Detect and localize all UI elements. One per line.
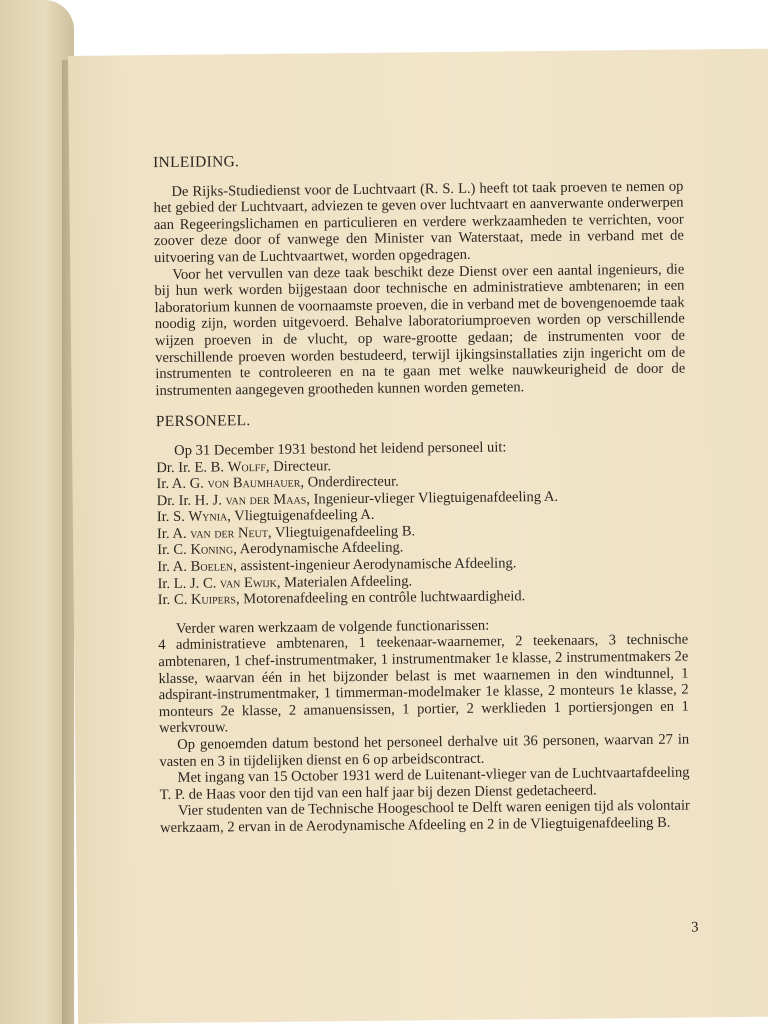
staff-entry: Dr. Ir. H. J. van der Maas, Ingenieur-vlieger Vliegtuigenafdeeling A. — [156, 488, 559, 509]
functionaries-list: 4 administratieve ambtenaren, 1 teekenaar-waarnemer, 2 teekenaars, 3 technische ambtenaren, 1 chef-instrumentmaker, 1 instrumentmaker 1e klasse, 2 instrumentmakers 2e klasse, waarvan één in het bijzonder belast is met waarnemen in den windtunnel, 1 adspirant-instrumentmaker, 1 timmerman-modelmaker 1e klasse, 2 monteurs 1e klasse, 2 monteurs 2e klasse, 2 amanuensissen, 1 portier, 2 werklieden 1 portiersjongen en 1 werkvrouw. — [158, 631, 689, 737]
staff-list — [156, 454, 688, 609]
staff-entry: Ir. C. Kuipers, Motorenafdeeling en contrôle luchtwaardigheid. — [157, 588, 526, 609]
staff-name: van Ewijk — [219, 574, 277, 592]
staff-name: van der Maas — [225, 491, 307, 509]
personnel-paragraph-1: Op genoemden datum bestond het personeel derhalve uit 36 personen, waarvan 27 in vasten en 3 in tijdelijken dienst en 6 op arbeidscontract. — [159, 731, 690, 770]
intro-paragraph-2: Voor het vervullen van deze taak beschikt deze Dienst over een aantal ingenieurs, die bij hun werk worden bijgestaan door technische en administratieve ambtenaren; in een laboratorium kunnen de voornaamste proeven, die in verband met de bovengenoemde taak noodig zijn, worden uitgevoerd. Behalve laboratoriumproeven worden op verschillende wijzen proeven in de vlucht, op ware-grootte gedaan; de instrumenten voor de verschillende proeven worden bestudeerd, terwijl ijkingsinstallaties zijn ingericht om de instrumenten te controleeren en na te gaan met welke nauwkeurigheid de door de instrumenten aangegeven grootheden kunnen worden gemeten. — [154, 261, 686, 399]
intro-heading: INLEIDING. — [153, 153, 240, 172]
staff-name: Wolff — [227, 458, 266, 475]
staff-name: Boelen — [190, 558, 234, 575]
intro-paragraph-1: De Rijks-Studiedienst voor de Luchtvaart (R. S. L.) heeft tot taak proeven te nemen op het gebied der Luchtvaart, adviezen te geven over luchtvaart en aanverwante onderwerpen aan Regeeringslichamen en particulieren en verdere werkzaamheden te verrichten, voor zoover deze door of vanwege den Minister van Waterstaat, mede in verband met de uitvoering van de Luchtvaartwet, worden opgedragen. — [153, 178, 685, 267]
staff-entry: Ir. A. G. von Baumhauer, Onderdirecteur. — [156, 473, 399, 493]
staff-name: Wynia — [188, 508, 228, 526]
book-page — [68, 49, 768, 1024]
staff-entry: Ir. L. J. C. van Ewijk, Materialen Afdeeling. — [157, 573, 413, 592]
personnel-heading: PERSONEEL. — [155, 412, 251, 431]
staff-name: Kuipers — [190, 591, 237, 608]
staff-entry: Ir. S. Wynia, Vliegtuigenafdeeling A. — [156, 507, 375, 526]
page-number: 3 — [691, 919, 699, 936]
functionaries-intro: Verder waren werkzaam de volgende functionarissen: — [175, 617, 490, 637]
personnel-paragraph-2: Met ingang van 15 October 1931 werd de Luitenant-vlieger van de Luchtvaartafdeeling T. P. de Haas voor den tijd van een half jaar bij dezen Dienst gedetacheerd. — [159, 764, 690, 803]
personnel-paragraph-3: Vier studenten van de Technische Hoogeschool te Delft waren eenigen tijd als volontair werkzaam, 2 ervan in de Aerodynamische Afdeeling en 2 in de Vliegtuigenafdeeling B. — [160, 797, 690, 837]
page-content — [153, 150, 690, 837]
staff-entry: Ir. A. van der Neut, Vliegtuigenafdeeling B. — [156, 523, 416, 542]
staff-entry: Ir. A. Boelen, assistent-ingenieur Aerodynamische Afdeeling. — [157, 555, 517, 576]
staff-name: Koning — [190, 541, 234, 559]
staff-name: von Baumhauer — [207, 474, 301, 492]
staff-entry: Dr. Ir. E. B. Wolff, Directeur. — [156, 457, 332, 476]
staff-name: van der Neut — [190, 524, 268, 542]
personnel-intro-line: Op 31 December 1931 bestond het leidend personeel uit: — [174, 439, 507, 459]
staff-entry: Ir. C. Koning, Aerodynamische Afdeeling. — [157, 539, 404, 559]
